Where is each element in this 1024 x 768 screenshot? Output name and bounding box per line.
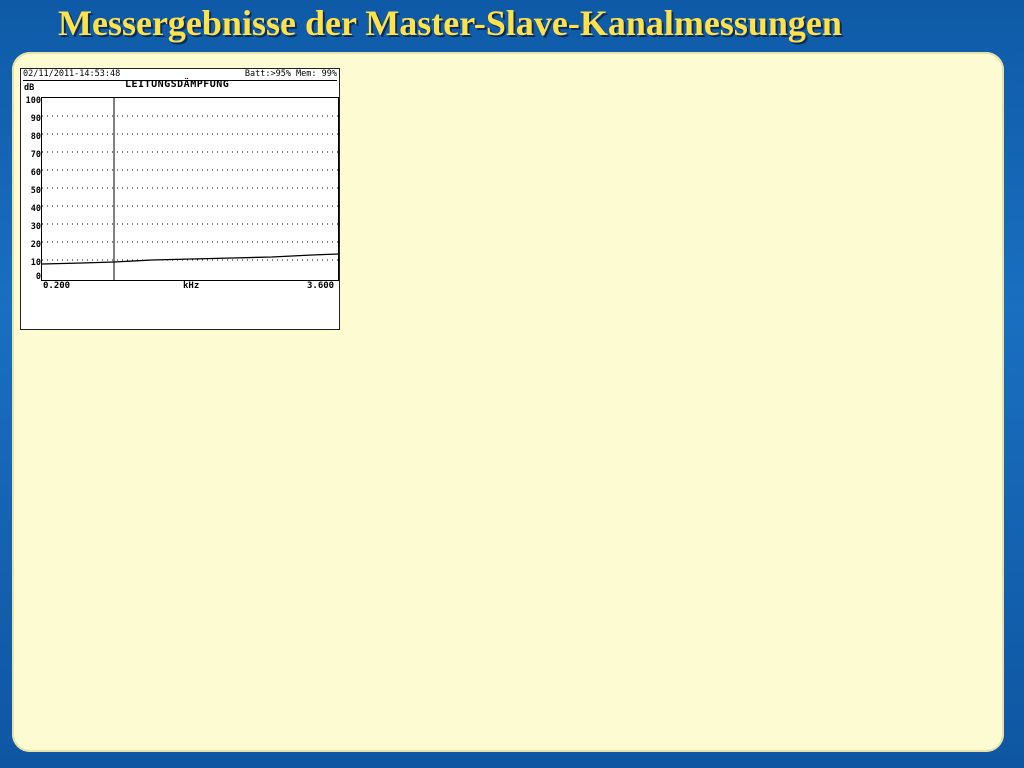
- y-tick: 100: [25, 96, 41, 106]
- attenuation-trace: [42, 254, 338, 264]
- y-tick: 90: [30, 114, 41, 124]
- y-tick: 0: [35, 272, 41, 282]
- y-tick: 10: [30, 258, 41, 268]
- line-chart: [42, 98, 338, 280]
- page-title: Messergebnisse der Master-Slave-Kanalmessungen: [58, 3, 842, 43]
- x-end: 3.600: [307, 281, 335, 291]
- y-tick: 70: [30, 150, 41, 160]
- batt-mem: Batt:>95% Mem: 99%: [244, 69, 337, 79]
- unit-label: dB: [24, 83, 35, 93]
- y-tick: 30: [30, 222, 41, 232]
- screen-leitungsdaempfung: [20, 68, 340, 330]
- x-start: 0.200: [43, 281, 71, 291]
- y-tick: 50: [30, 186, 41, 196]
- x-unit: kHz: [183, 281, 200, 291]
- y-tick: 80: [30, 132, 41, 142]
- y-tick: 60: [30, 168, 41, 178]
- timestamp: 02/11/2011-14:53:48: [23, 69, 121, 79]
- y-tick: 40: [30, 204, 41, 214]
- y-tick: 20: [30, 240, 41, 250]
- plot-area: [41, 97, 339, 281]
- screen-title: LEITUNGSDÄMPFUNG: [125, 79, 230, 90]
